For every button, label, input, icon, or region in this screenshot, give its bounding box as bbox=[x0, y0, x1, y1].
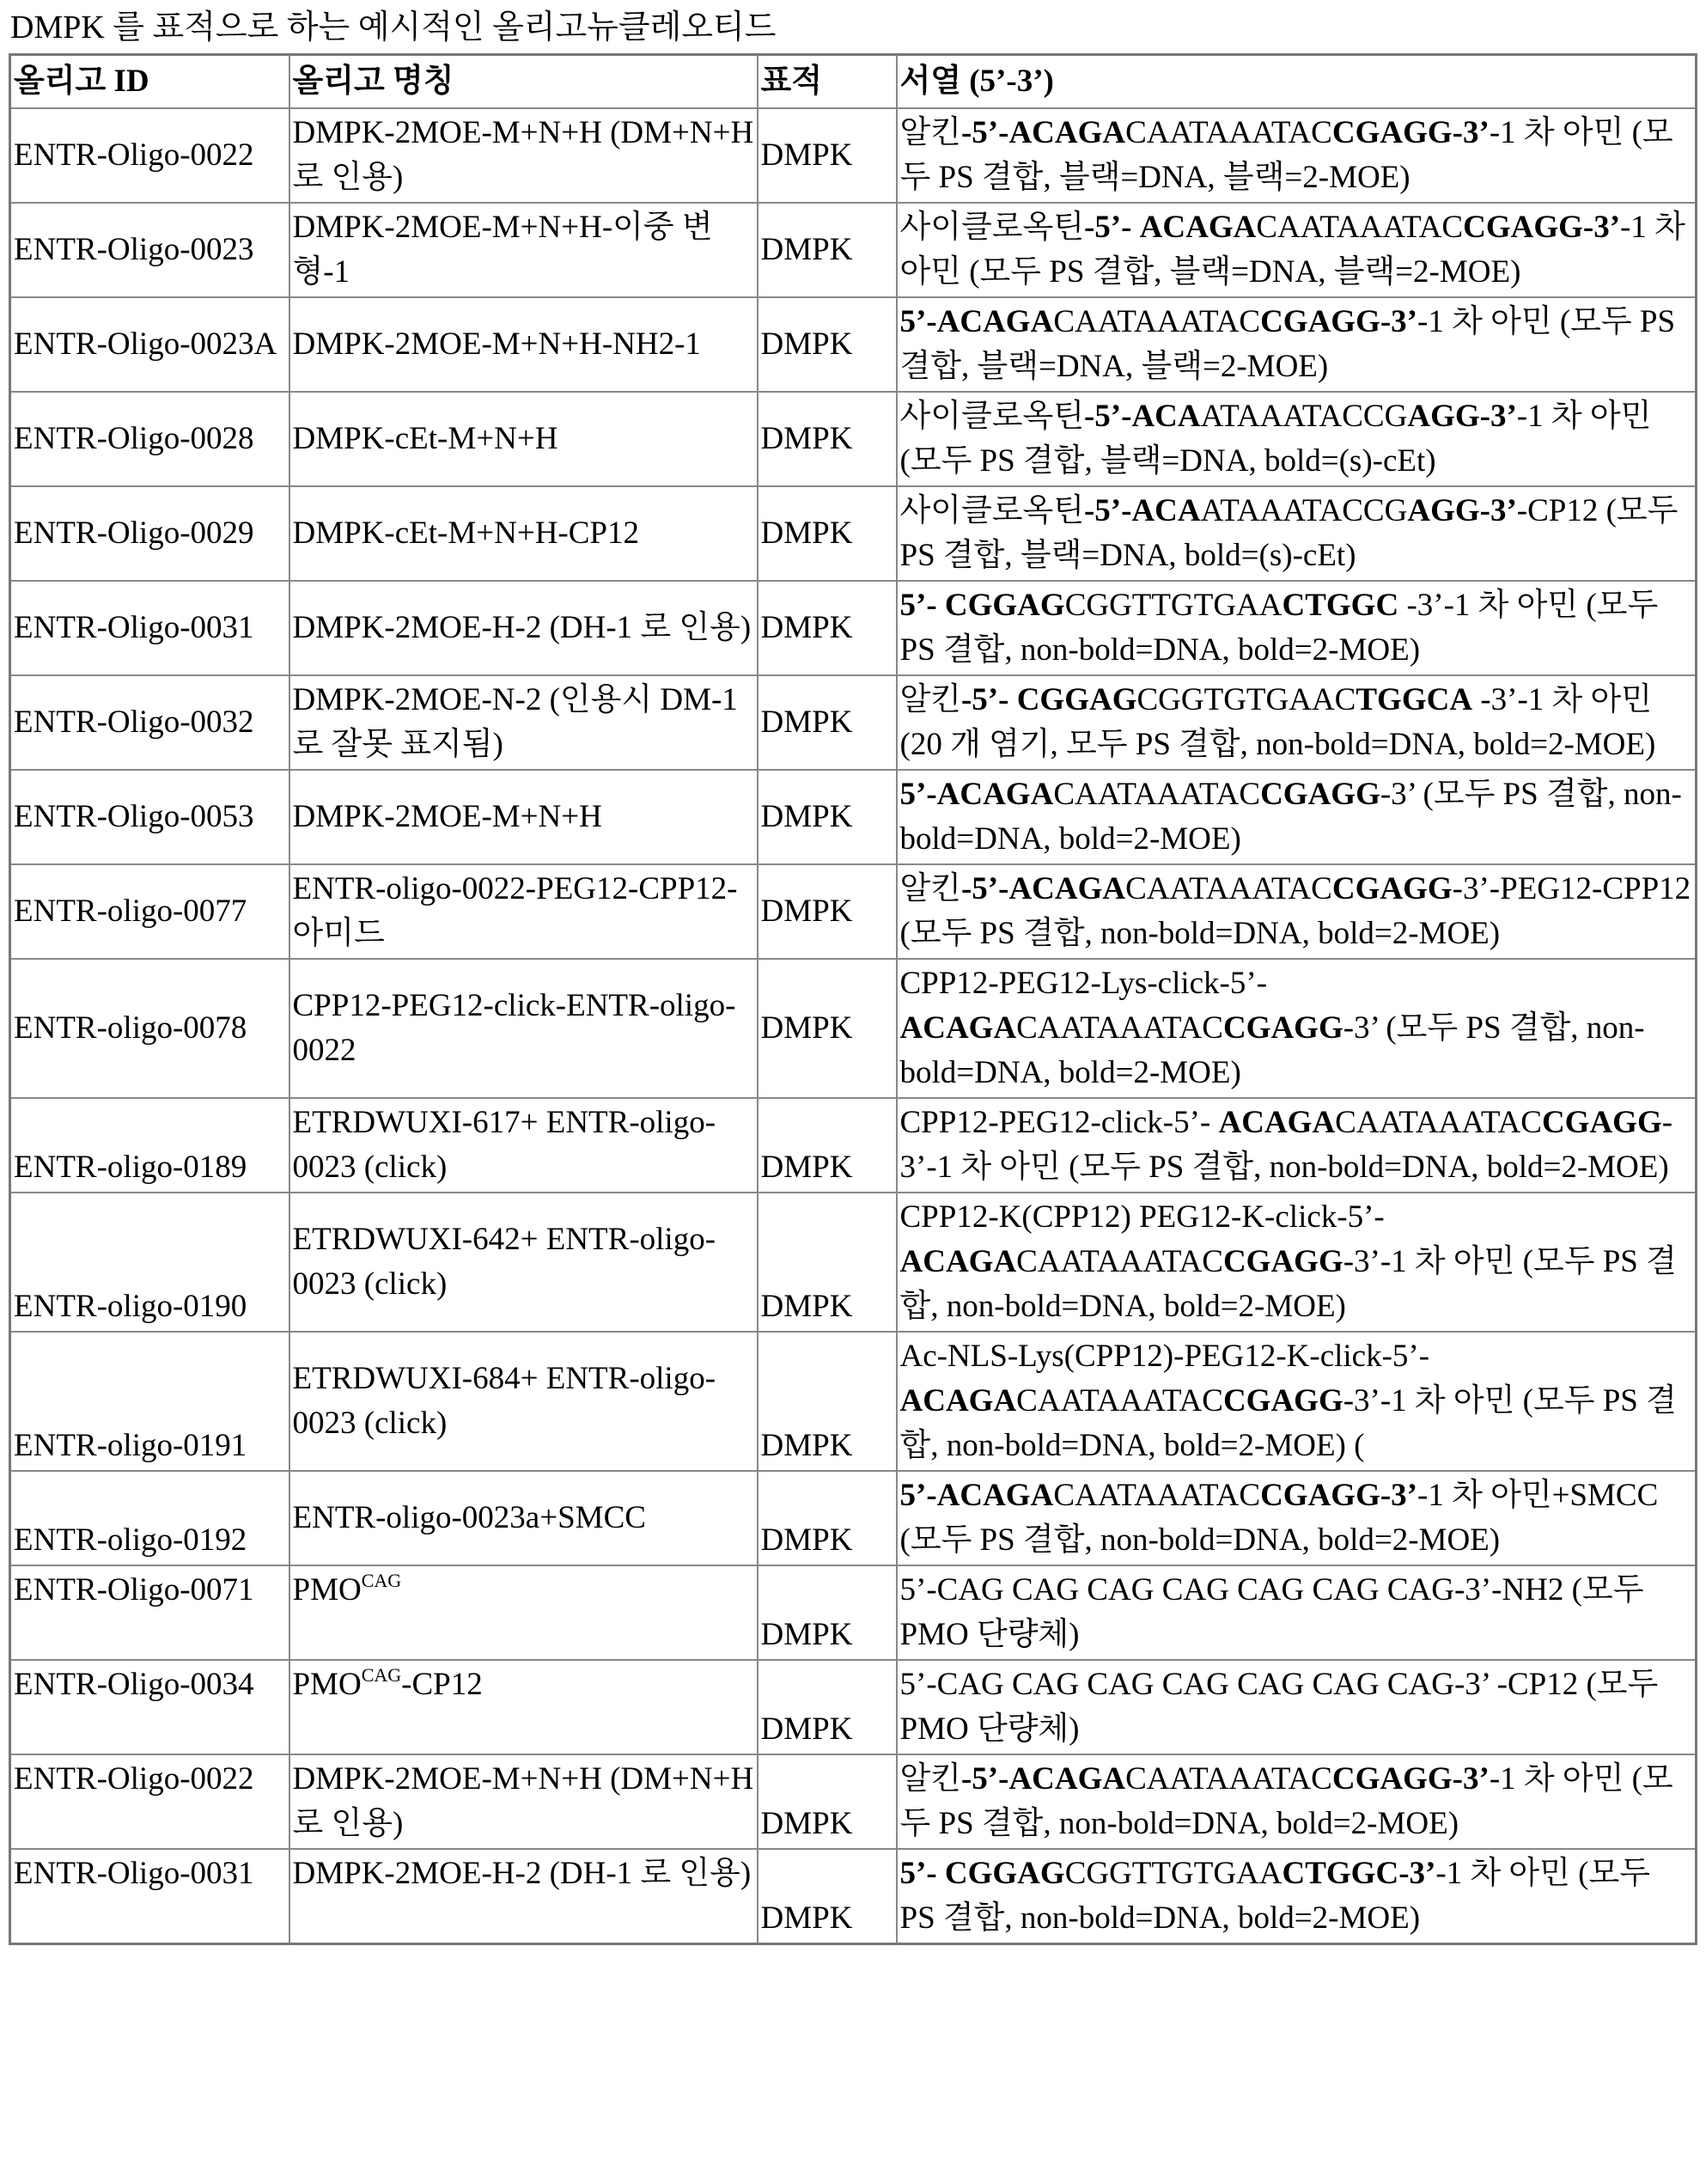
text-segment: ETRDWUXI-617+ ENTR-oligo-0023 (click) bbox=[293, 1105, 716, 1185]
header-oligo-id: 올리고 ID bbox=[10, 55, 289, 109]
text-segment: 알킨 bbox=[900, 682, 961, 717]
oligo-name-cell bbox=[289, 1849, 758, 1944]
oligo-name-cell bbox=[289, 1098, 758, 1193]
text-segment: 사이클로옥틴 bbox=[900, 493, 1084, 528]
target-cell: DMPK bbox=[758, 108, 897, 203]
sequence-cell bbox=[897, 108, 1697, 203]
text-segment: -1 차 아민 (모두 PS 결합, non-bold=DNA, bold=2-MOE) bbox=[900, 1761, 1673, 1841]
bold-segment: -3’ bbox=[1380, 304, 1417, 339]
sequence-cell bbox=[897, 392, 1697, 486]
text-segment: CGGTTGTGAA bbox=[1065, 1856, 1283, 1891]
text-segment: Ac-NLS-Lys(CPP12)-PEG12-K-click-5’- bbox=[900, 1339, 1430, 1374]
oligo-id-cell: ENTR-oligo-0077 bbox=[10, 864, 289, 959]
sequence-cell bbox=[897, 770, 1697, 864]
bold-segment: 5’-ACAGA bbox=[900, 777, 1054, 812]
bold-segment: CGAGG bbox=[1223, 1244, 1343, 1279]
superscript-text: CAG bbox=[362, 1570, 401, 1591]
text-segment: ETRDWUXI-642+ ENTR-oligo-0023 (click) bbox=[293, 1222, 716, 1302]
text-segment: CAATAAATAC bbox=[1125, 115, 1332, 150]
text-segment: -1 차 아민 (모두 PS 결합, 블랙=DNA, 블랙=2-MOE) bbox=[900, 304, 1676, 384]
bold-segment: ACAGA bbox=[900, 1244, 1017, 1279]
table-row bbox=[10, 1565, 1697, 1660]
bold-segment: -3’ bbox=[1453, 1761, 1490, 1797]
oligo-name-cell bbox=[289, 203, 758, 297]
oligo-name-cell bbox=[289, 770, 758, 864]
text-segment: -3’-PEG12-CPP12 (모두 PS 결합, non-bold=DNA, bold=2-MOE) bbox=[900, 871, 1691, 951]
oligo-id-cell: ENTR-oligo-0191 bbox=[10, 1332, 289, 1471]
text-segment: PMO bbox=[293, 1667, 362, 1702]
oligo-id-cell: ENTR-Oligo-0022 bbox=[10, 1754, 289, 1849]
bold-segment: CTGGC bbox=[1283, 588, 1399, 623]
text-segment: CAATAAATAC bbox=[1053, 777, 1260, 812]
text-segment: -1 차 아민 (모두 PS 결합, non-bold=DNA, bold=2-MOE) bbox=[900, 1856, 1650, 1936]
text-segment: -1 차 아민+SMCC (모두 PS 결합, non-bold=DNA, bold=2-MOE) bbox=[900, 1478, 1659, 1558]
text-segment: -3’ (모두 PS 결합, non-bold=DNA, bold=2-MOE) bbox=[900, 1010, 1645, 1090]
oligo-id-cell: ENTR-Oligo-0031 bbox=[10, 1849, 289, 1944]
bold-segment: 5’-ACAGA bbox=[900, 304, 1054, 339]
text-segment: DMPK-2MOE-M+N+H-NH2-1 bbox=[293, 326, 701, 362]
target-cell: DMPK bbox=[758, 297, 897, 392]
oligo-name-cell bbox=[289, 1193, 758, 1332]
text-segment: CAATAAATAC bbox=[1335, 1105, 1542, 1140]
table-row bbox=[10, 1098, 1697, 1193]
oligo-id-cell: ENTR-oligo-0189 bbox=[10, 1098, 289, 1193]
text-segment: -1 차 아민 (모두 PS 결합, 블랙=DNA, 블랙=2-MOE) bbox=[900, 210, 1685, 290]
text-segment: 사이클로옥틴 bbox=[900, 210, 1084, 245]
bold-segment: AGG bbox=[1407, 399, 1479, 434]
text-segment: -3’-1 차 아민 (20 개 염기, 모두 PS 결합, non-bold=DNA, bold=2-MOE) bbox=[900, 682, 1656, 762]
text-segment: DMPK-2MOE-H-2 (DH-1 로 인용) bbox=[293, 1856, 752, 1891]
oligo-name-cell bbox=[289, 1471, 758, 1565]
text-segment: CAATAAATAC bbox=[1016, 1010, 1223, 1046]
bold-segment: CGAGG bbox=[1332, 1761, 1453, 1797]
bold-segment: CGAGG bbox=[1332, 871, 1453, 906]
text-segment: 5’-CAG CAG CAG CAG CAG CAG CAG-3’-NH2 (모두 PMO 단량체) bbox=[900, 1572, 1644, 1652]
bold-segment: CGAGG bbox=[1260, 1478, 1380, 1513]
table-row bbox=[10, 1754, 1697, 1849]
text-segment: -CP12 (모두 PS 결합, 블랙=DNA, bold=(s)-cEt) bbox=[900, 493, 1679, 573]
table-row bbox=[10, 770, 1697, 864]
target-cell: DMPK bbox=[758, 1754, 897, 1849]
text-segment: CAATAAATAC bbox=[1016, 1244, 1223, 1279]
oligo-id-cell: ENTR-Oligo-0022 bbox=[10, 108, 289, 203]
bold-segment: -3’ bbox=[1583, 210, 1620, 245]
bold-segment: CGAGG bbox=[1223, 1010, 1343, 1046]
target-cell: DMPK bbox=[758, 1660, 897, 1754]
sequence-cell bbox=[897, 203, 1697, 297]
target-cell: DMPK bbox=[758, 1332, 897, 1471]
text-segment: ATAAATACCG bbox=[1201, 399, 1408, 434]
table-row bbox=[10, 1193, 1697, 1332]
text-segment: -3’ (모두 PS 결합, non-bold=DNA, bold=2-MOE) bbox=[900, 777, 1682, 857]
text-segment: ETRDWUXI-684+ ENTR-oligo-0023 (click) bbox=[293, 1361, 716, 1441]
table-row bbox=[10, 108, 1697, 203]
table-row bbox=[10, 864, 1697, 959]
text-segment: DMPK-2MOE-M+N+H (DM+N+H 로 인용) bbox=[293, 115, 754, 195]
bold-segment: CTGGC bbox=[1283, 1856, 1399, 1891]
target-cell: DMPK bbox=[758, 486, 897, 581]
text-segment: CAATAAATAC bbox=[1053, 304, 1260, 339]
text-segment: DMPK-2MOE-H-2 (DH-1 로 인용) bbox=[293, 610, 752, 645]
text-segment: CAATAAATAC bbox=[1125, 871, 1332, 906]
text-segment: 5’-CAG CAG CAG CAG CAG CAG CAG-3’ -CP12 (모두 PMO 단량체) bbox=[900, 1667, 1659, 1747]
sequence-cell bbox=[897, 486, 1697, 581]
oligo-id-cell: ENTR-Oligo-0034 bbox=[10, 1660, 289, 1754]
bold-segment: -5’-ACA bbox=[1084, 493, 1201, 528]
table-row bbox=[10, 392, 1697, 486]
text-segment: 알킨 bbox=[900, 871, 961, 906]
table-row bbox=[10, 675, 1697, 770]
bold-segment: CGAGG bbox=[1223, 1383, 1343, 1418]
table-row bbox=[10, 581, 1697, 675]
header-target: 표적 bbox=[758, 55, 897, 109]
text-segment: CPP12-PEG12-click-ENTR-oligo-0022 bbox=[293, 988, 736, 1068]
bold-segment: ACAGA bbox=[900, 1010, 1017, 1046]
table-row bbox=[10, 1332, 1697, 1471]
sequence-cell bbox=[897, 1193, 1697, 1332]
sequence-cell bbox=[897, 1754, 1697, 1849]
bold-segment: ACAGA bbox=[900, 1383, 1017, 1418]
oligo-id-cell: ENTR-Oligo-0023 bbox=[10, 203, 289, 297]
target-cell: DMPK bbox=[758, 1193, 897, 1332]
oligo-id-cell: ENTR-Oligo-0053 bbox=[10, 770, 289, 864]
text-segment: ENTR-oligo-0022-PEG12-CPP12-아미드 bbox=[293, 871, 738, 951]
text-segment: 알킨 bbox=[900, 1761, 961, 1797]
text-segment: 사이클로옥틴 bbox=[900, 399, 1084, 434]
text-segment: -3’-1 차 아민 (모두 PS 결합, non-bold=DNA, bold=2-MOE) bbox=[900, 1105, 1673, 1185]
bold-segment: -5’-ACAGA bbox=[961, 871, 1125, 906]
sequence-cell bbox=[897, 297, 1697, 392]
target-cell: DMPK bbox=[758, 1565, 897, 1660]
target-cell: DMPK bbox=[758, 864, 897, 959]
text-segment: CAATAAATAC bbox=[1256, 210, 1463, 245]
text-segment: -1 차 아민 (모두 PS 결합, 블랙=DNA, 블랙=2-MOE) bbox=[900, 115, 1673, 195]
bold-segment: AGG bbox=[1407, 493, 1479, 528]
text-segment: ENTR-oligo-0023a+SMCC bbox=[293, 1500, 646, 1535]
text-segment: CPP12-PEG12-Lys-click-5’- bbox=[900, 966, 1268, 1001]
sequence-cell bbox=[897, 1332, 1697, 1471]
bold-segment: -3’ bbox=[1380, 1478, 1417, 1513]
bold-segment: CGAGG bbox=[1542, 1105, 1662, 1140]
target-cell: DMPK bbox=[758, 581, 897, 675]
oligo-name-cell bbox=[289, 1565, 758, 1660]
target-cell: DMPK bbox=[758, 1849, 897, 1944]
sequence-cell bbox=[897, 1471, 1697, 1565]
table-row bbox=[10, 959, 1697, 1098]
text-segment: CPP12-K(CPP12) PEG12-K-click-5’- bbox=[900, 1199, 1385, 1235]
oligo-id-cell: ENTR-Oligo-0031 bbox=[10, 581, 289, 675]
superscript-text: CAG bbox=[362, 1664, 401, 1686]
bold-segment: 5’-ACAGA bbox=[900, 1478, 1054, 1513]
oligonucleotide-table bbox=[9, 53, 1697, 1945]
header-sequence: 서열 (5’-3’) bbox=[897, 55, 1697, 109]
table-row bbox=[10, 203, 1697, 297]
text-segment: DMPK-cEt-M+N+H bbox=[293, 421, 558, 456]
bold-segment: CGAGG bbox=[1463, 210, 1583, 245]
target-cell: DMPK bbox=[758, 1471, 897, 1565]
text-segment: DMPK-2MOE-M+N+H-이중 변형-1 bbox=[293, 210, 713, 290]
text-segment: DMPK-2MOE-M+N+H (DM+N+H 로 인용) bbox=[293, 1761, 754, 1841]
bold-segment: CGAGG bbox=[1260, 777, 1380, 812]
table-caption: DMPK 를 표적으로 하는 예시적인 올리고뉴클레오티드 bbox=[10, 3, 776, 52]
oligo-name-cell bbox=[289, 959, 758, 1098]
oligo-name-cell bbox=[289, 392, 758, 486]
oligo-name-cell bbox=[289, 108, 758, 203]
table-row bbox=[10, 297, 1697, 392]
sequence-cell bbox=[897, 1565, 1697, 1660]
bold-segment: ACAGA bbox=[1219, 1105, 1336, 1140]
sequence-cell bbox=[897, 1849, 1697, 1944]
oligo-id-cell: ENTR-Oligo-0023A bbox=[10, 297, 289, 392]
bold-segment: -3’ bbox=[1480, 493, 1517, 528]
text-segment: PMO bbox=[293, 1572, 362, 1607]
text-segment: CAATAAATAC bbox=[1125, 1761, 1332, 1797]
bold-segment: -5’- CGGAG bbox=[961, 682, 1137, 717]
text-segment: CPP12-PEG12-click-5’- bbox=[900, 1105, 1219, 1140]
bold-segment: -5’-ACA bbox=[1084, 399, 1201, 434]
sequence-cell bbox=[897, 864, 1697, 959]
bold-segment: -5’-ACAGA bbox=[961, 115, 1125, 150]
text-segment: -CP12 bbox=[401, 1667, 483, 1702]
oligo-id-cell: ENTR-Oligo-0032 bbox=[10, 675, 289, 770]
oligo-name-cell bbox=[289, 1332, 758, 1471]
oligo-id-cell: ENTR-oligo-0190 bbox=[10, 1193, 289, 1332]
text-segment: CAATAAATAC bbox=[1016, 1383, 1223, 1418]
bold-segment: -3’ bbox=[1398, 1856, 1435, 1891]
oligo-id-cell: ENTR-oligo-0078 bbox=[10, 959, 289, 1098]
sequence-cell bbox=[897, 959, 1697, 1098]
text-segment: DMPK-2MOE-M+N+H bbox=[293, 799, 602, 834]
header-oligo-name: 올리고 명칭 bbox=[289, 55, 758, 109]
text-segment: -3’-1 차 아민 (모두 PS 결합, non-bold=DNA, bold=2-MOE) ( bbox=[900, 1383, 1677, 1463]
text-segment: CGGTTGTGAA bbox=[1065, 588, 1283, 623]
bold-segment: TGGCA bbox=[1356, 682, 1472, 717]
table-row bbox=[10, 1471, 1697, 1565]
oligo-name-cell bbox=[289, 1754, 758, 1849]
text-segment: CAATAAATAC bbox=[1053, 1478, 1260, 1513]
target-cell: DMPK bbox=[758, 392, 897, 486]
bold-segment: -5’- ACAGA bbox=[1084, 210, 1256, 245]
bold-segment: 5’- CGGAG bbox=[900, 1856, 1065, 1891]
bold-segment: -3’ bbox=[1480, 399, 1517, 434]
target-cell: DMPK bbox=[758, 675, 897, 770]
table-row bbox=[10, 486, 1697, 581]
sequence-cell bbox=[897, 1660, 1697, 1754]
oligo-name-cell bbox=[289, 675, 758, 770]
oligo-id-cell: ENTR-Oligo-0071 bbox=[10, 1565, 289, 1660]
sequence-cell bbox=[897, 581, 1697, 675]
bold-segment: -5’-ACAGA bbox=[961, 1761, 1125, 1797]
oligo-id-cell: ENTR-oligo-0192 bbox=[10, 1471, 289, 1565]
text-segment: DMPK-2MOE-N-2 (인용시 DM-1 로 잘못 표지됨) bbox=[293, 682, 738, 762]
oligo-id-cell: ENTR-Oligo-0028 bbox=[10, 392, 289, 486]
bold-segment: -3’ bbox=[1453, 115, 1490, 150]
text-segment: -1 차 아민 (모두 PS 결합, 블랙=DNA, bold=(s)-cEt) bbox=[900, 399, 1652, 479]
text-segment: -3’-1 차 아민 (모두 PS 결합, non-bold=DNA, bold=2-MOE) bbox=[900, 1244, 1677, 1324]
text-segment: DMPK-cEt-M+N+H-CP12 bbox=[293, 515, 640, 551]
text-segment: ATAAATACCG bbox=[1201, 493, 1408, 528]
target-cell: DMPK bbox=[758, 203, 897, 297]
oligo-name-cell bbox=[289, 1660, 758, 1754]
target-cell: DMPK bbox=[758, 1098, 897, 1193]
target-cell: DMPK bbox=[758, 770, 897, 864]
bold-segment: 5’- CGGAG bbox=[900, 588, 1065, 623]
header-row bbox=[10, 55, 1697, 109]
sequence-cell bbox=[897, 675, 1697, 770]
table-row bbox=[10, 1849, 1697, 1944]
oligo-name-cell bbox=[289, 864, 758, 959]
oligo-name-cell bbox=[289, 297, 758, 392]
text-segment: -3’-1 차 아민 (모두 PS 결합, non-bold=DNA, bold=2-MOE) bbox=[900, 588, 1659, 668]
table-row bbox=[10, 1660, 1697, 1754]
oligo-name-cell bbox=[289, 581, 758, 675]
oligo-id-cell: ENTR-Oligo-0029 bbox=[10, 486, 289, 581]
text-segment: CGGTGTGAAC bbox=[1136, 682, 1356, 717]
bold-segment: CGAGG bbox=[1260, 304, 1380, 339]
oligo-name-cell bbox=[289, 486, 758, 581]
text-segment: 알킨 bbox=[900, 115, 961, 150]
sequence-cell bbox=[897, 1098, 1697, 1193]
target-cell: DMPK bbox=[758, 959, 897, 1098]
bold-segment: CGAGG bbox=[1332, 115, 1453, 150]
